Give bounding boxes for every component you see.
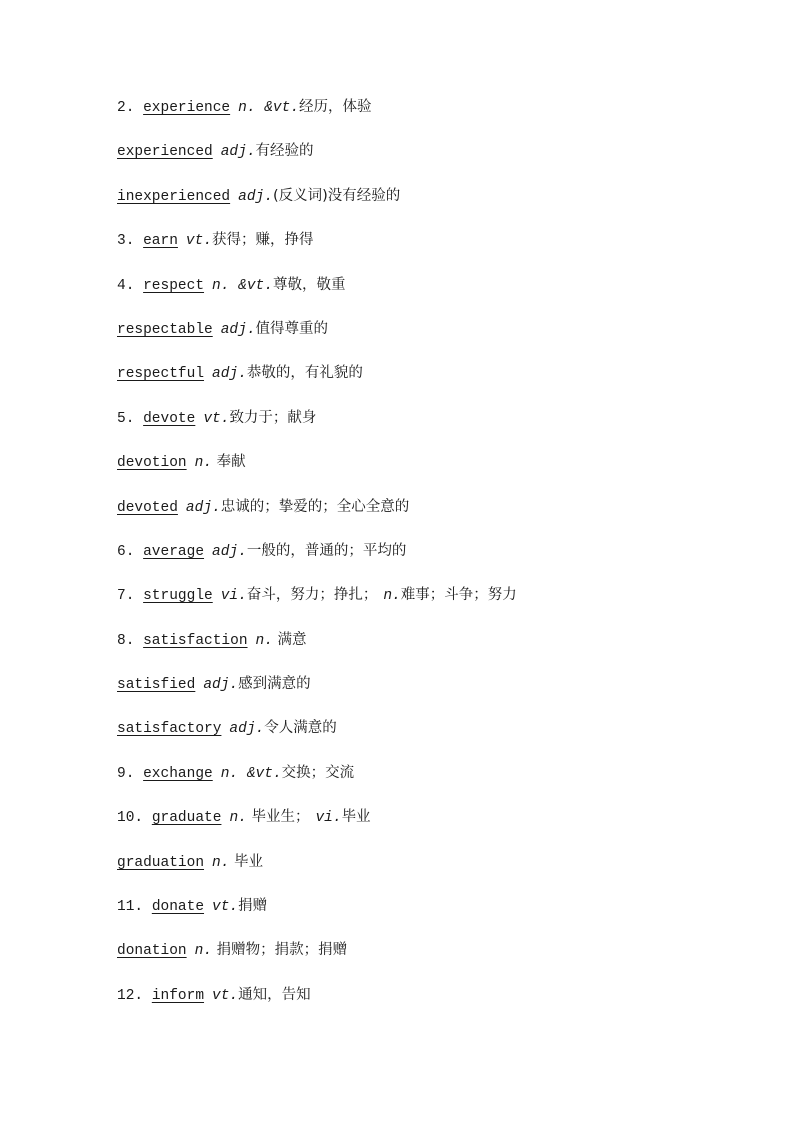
vocab-word: experience	[143, 100, 231, 116]
definition: 尊敬，敬重	[272, 276, 346, 293]
part-of-speech: adj.	[212, 543, 247, 560]
vocab-word: inexperienced	[117, 188, 231, 205]
vocab-word: donate	[151, 899, 205, 916]
definition: 毕业	[229, 853, 264, 870]
part-of-speech: n.	[194, 943, 213, 960]
vocabulary-list	[117, 94, 737, 1026]
part-of-speech: adj.	[238, 188, 273, 205]
vocab-entry	[117, 138, 737, 182]
definition: 通知，告知	[238, 986, 311, 1003]
part-of-speech: n. &vt.	[212, 277, 273, 294]
definition: 捐赠	[238, 898, 268, 915]
vocab-word: respectable	[117, 321, 213, 338]
vocab-entry	[117, 804, 737, 848]
entry-number: 6.	[117, 543, 144, 560]
part-of-speech: adj.	[212, 366, 247, 383]
definition: 致力于；献身	[229, 409, 317, 426]
part-of-speech: adj.	[220, 144, 256, 161]
vocab-entry	[117, 494, 737, 538]
definition: 毕业	[341, 809, 371, 826]
part-of-speech: vt.	[203, 410, 230, 427]
vocab-entry	[117, 316, 737, 360]
vocab-word: graduation	[117, 854, 205, 871]
entry-number: 10.	[117, 810, 152, 827]
vocab-word: respect	[143, 277, 205, 294]
entry-number: 7.	[117, 588, 144, 605]
vocab-word: exchange	[143, 765, 213, 782]
definition: 获得；赚，挣得	[212, 232, 314, 249]
vocab-word: devote	[143, 410, 196, 427]
vocab-entry	[117, 627, 737, 671]
entry-number: 8.	[117, 632, 144, 649]
definition: 令人满意的	[264, 720, 337, 737]
definition: 经历，体验	[299, 99, 372, 115]
part-of-speech: adj.	[203, 677, 239, 694]
part-of-speech: n.	[229, 810, 247, 827]
vocab-word: earn	[143, 233, 178, 250]
definition: 捐赠物；捐款；捐赠	[212, 942, 348, 959]
vocab-entry	[117, 715, 737, 759]
vocab-word: donation	[117, 943, 187, 960]
part-of-speech: adj.	[185, 499, 221, 516]
definition: 奋斗，努力；挣扎；	[246, 587, 378, 604]
part-of-speech: vt.	[212, 987, 239, 1004]
part-of-speech: vi.	[220, 588, 247, 605]
vocab-word: struggle	[143, 588, 213, 605]
vocab-word: respectful	[117, 366, 205, 383]
definition: 有经验的	[255, 143, 314, 160]
vocab-entry	[117, 982, 737, 1026]
definition: 感到满意的	[238, 676, 311, 693]
definition: 满意	[272, 631, 307, 648]
vocab-word: graduate	[151, 810, 222, 827]
definition: 交换；交流	[281, 764, 355, 781]
definition: 值得尊重的	[255, 320, 329, 337]
entry-number: 9.	[117, 765, 144, 782]
definition: 难事；斗争；努力	[400, 587, 517, 604]
part-of-speech: n.	[255, 632, 273, 649]
vocab-entry	[117, 582, 737, 626]
part-of-speech: n.	[383, 588, 401, 605]
vocab-word: experienced	[117, 144, 213, 161]
vocab-entry	[117, 449, 737, 493]
definition: 忠诚的；挚爱的；全心全意的	[220, 498, 410, 515]
vocab-entry	[117, 183, 737, 227]
definition: 奉献	[212, 454, 246, 471]
entry-number: 2.	[117, 100, 144, 116]
vocab-entry	[117, 893, 737, 937]
part-of-speech: adj.	[229, 721, 265, 738]
vocab-word: devotion	[117, 455, 187, 472]
vocab-word: satisfaction	[143, 632, 248, 649]
vocab-word: satisfied	[117, 677, 196, 694]
vocab-entry	[117, 849, 737, 893]
definition: 恭敬的，有礼貌的	[246, 365, 363, 382]
vocab-entry	[117, 937, 737, 981]
entry-number: 11.	[117, 899, 152, 916]
part-of-speech: vi.	[315, 810, 342, 827]
part-of-speech: vt.	[185, 233, 213, 250]
vocab-entry	[117, 405, 737, 449]
definition: 毕业生；	[246, 809, 310, 826]
definition: (反义词)没有经验的	[272, 187, 401, 204]
part-of-speech: vt.	[212, 899, 239, 916]
vocab-word: devoted	[117, 499, 178, 516]
vocab-entry	[117, 671, 737, 715]
entry-number: 3.	[117, 233, 144, 250]
vocab-word: inform	[151, 987, 205, 1004]
vocab-word: satisfactory	[117, 721, 222, 738]
entry-number: 12.	[117, 987, 152, 1004]
entry-number: 5.	[117, 410, 144, 427]
part-of-speech: n. &vt.	[238, 100, 300, 116]
vocab-entry	[117, 227, 737, 271]
part-of-speech: n.	[212, 854, 230, 871]
part-of-speech: n. &vt.	[220, 765, 282, 782]
vocab-entry	[117, 94, 737, 138]
part-of-speech: adj.	[220, 321, 256, 338]
vocab-entry	[117, 538, 737, 582]
definition: 一般的，普通的；平均的	[246, 542, 407, 559]
vocab-entry	[117, 760, 737, 804]
vocab-entry	[117, 272, 737, 316]
part-of-speech: n.	[194, 455, 213, 472]
vocab-entry	[117, 360, 737, 404]
vocab-word: average	[143, 543, 205, 560]
entry-number: 4.	[117, 277, 144, 294]
